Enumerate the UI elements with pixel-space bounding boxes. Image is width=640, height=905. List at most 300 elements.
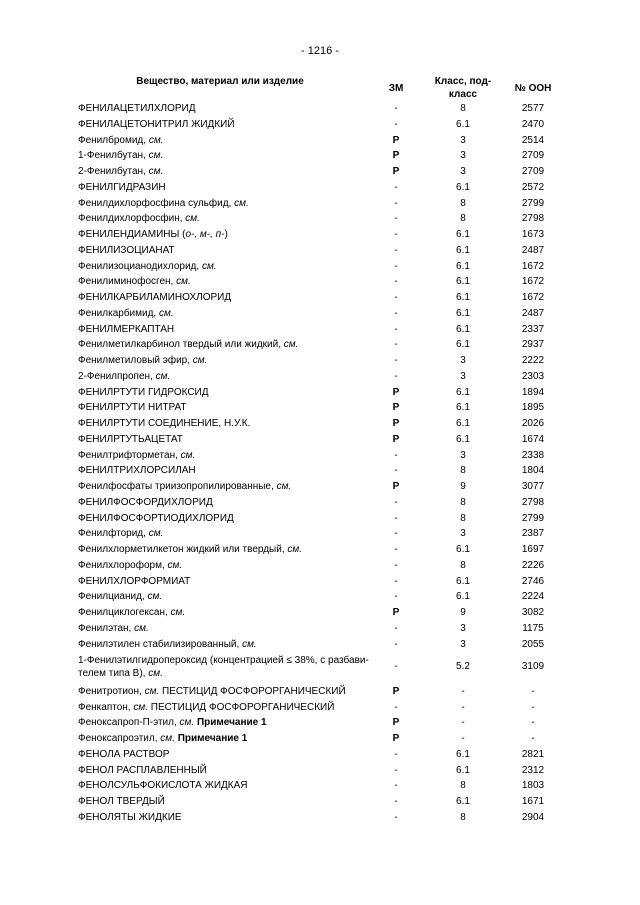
hazard-class: - (461, 717, 465, 729)
substance-name-text: ФЕНИЛГИДРАЗИН (78, 181, 166, 193)
un-number: - (531, 701, 535, 713)
un-number: 2470 (521, 118, 545, 130)
table-row (0, 148, 640, 164)
hazard-class: 5.2 (456, 661, 470, 673)
un-number: 2487 (521, 307, 545, 319)
table-row (0, 290, 640, 306)
substance-name (78, 337, 378, 353)
see-reference: см. (148, 166, 164, 177)
hazard-class: 8 (460, 213, 466, 225)
table-row (0, 747, 640, 763)
un-number: 2798 (521, 213, 545, 225)
un-number: 2303 (521, 370, 545, 382)
table-row (0, 621, 640, 637)
table-row (0, 637, 640, 653)
substance-name (78, 274, 378, 290)
substance-name-text: Фенилметилкарбинол твердый или жидкий, (78, 339, 282, 351)
un-number: 2799 (521, 512, 545, 524)
un-number: 2514 (521, 134, 545, 146)
table-row (0, 463, 640, 479)
table-row (0, 526, 640, 542)
column-header-un-number: № ООН (514, 83, 552, 94)
hazard-class: 8 (460, 496, 466, 508)
note-reference: Примечание 1 (194, 717, 267, 729)
zm-marker: - (394, 622, 398, 634)
column-header-zm: ЗМ (388, 83, 404, 94)
substance-name (78, 574, 378, 590)
table-row (0, 700, 640, 716)
table-row (0, 400, 640, 416)
un-number: 2222 (521, 355, 545, 366)
substance-name-text: Фенилиминофосген, (78, 276, 174, 288)
zm-marker: P (392, 607, 400, 618)
substance-name (78, 164, 378, 180)
substance-name (78, 101, 378, 117)
hazard-class: 8 (460, 780, 466, 792)
see-reference: см. (234, 197, 249, 209)
substance-name-text: Фенилциклогексан, (78, 607, 168, 618)
hazard-class: 6.1 (456, 118, 470, 130)
substance-name-text: ФЕНИЛРТУТИ ГИДРОКСИД (78, 386, 209, 398)
substance-name (78, 763, 378, 779)
hazard-class: 3 (460, 528, 466, 540)
un-number: 1803 (521, 780, 545, 792)
table-row (0, 133, 640, 149)
substance-name-text: Фенилтрифторметан, (78, 449, 178, 461)
zm-marker: P (392, 418, 400, 429)
hazard-class: 6.1 (456, 386, 470, 398)
substance-name (78, 180, 378, 196)
zm-marker: - (394, 339, 398, 351)
substance-name (78, 432, 378, 448)
substance-name (78, 259, 378, 275)
un-number: 1673 (521, 229, 545, 240)
see-reference: см. (159, 307, 174, 319)
zm-marker: - (394, 370, 398, 382)
substance-name (78, 747, 378, 763)
substance-name (78, 416, 378, 432)
substance-name-text: 1-Фенилбутан, (78, 150, 146, 162)
substance-name (78, 211, 378, 227)
see-reference: см. (167, 559, 183, 571)
hazard-class: 6.1 (456, 244, 470, 256)
table-row (0, 715, 640, 731)
substance-name-text: ФЕНОЛ РАСПЛАВЛЕННЫЙ (78, 764, 207, 776)
table-row (0, 763, 640, 779)
hazard-class: 8 (460, 197, 466, 209)
substance-name (78, 652, 378, 680)
un-number: 2387 (521, 528, 545, 540)
un-number: 2337 (521, 323, 545, 335)
hazard-class: 6.1 (456, 433, 470, 445)
table-row (0, 164, 640, 180)
see-reference: см. (283, 339, 299, 351)
table-row (0, 495, 640, 511)
table-row (0, 542, 640, 558)
substance-name-text: Феноксапроп-П-этил, (78, 717, 177, 729)
hazard-class: 6.1 (456, 229, 470, 240)
zm-marker: - (394, 591, 398, 603)
substance-name-text: Фенилхлорметилкетон жидкий или твердый, (78, 544, 285, 555)
substance-name (78, 684, 378, 700)
zm-marker: P (392, 433, 400, 445)
hazard-class: 6.1 (456, 307, 470, 319)
see-reference: см. (148, 528, 164, 540)
zm-marker: P (392, 150, 400, 162)
table-row (0, 322, 640, 338)
zm-marker: - (394, 276, 398, 288)
substance-name-text: 2-Фенилпропен, (78, 370, 153, 382)
zm-marker: - (394, 355, 398, 366)
un-number: - (531, 733, 535, 744)
substance-name (78, 148, 378, 164)
table-row (0, 337, 640, 353)
see-reference: см. (155, 370, 171, 382)
substance-name (78, 558, 378, 574)
zm-marker: - (394, 181, 398, 193)
substance-name-text: ФЕНИЛТРИХЛОРСИЛАН (78, 465, 196, 477)
substance-name-text: Фенкаптон, (78, 701, 131, 713)
column-header-substance: Вещество, материал или изделие (136, 76, 304, 87)
see-reference: см. (170, 607, 186, 618)
substance-name-text: Фенилфосфаты триизопропилированные, (78, 481, 274, 492)
un-number: 3082 (521, 607, 545, 618)
substance-name (78, 448, 378, 464)
substance-name (78, 637, 378, 653)
zm-marker: - (394, 103, 398, 114)
zm-marker: - (394, 292, 398, 303)
hazard-class: 6.1 (456, 544, 470, 555)
reference-target: ) (224, 229, 228, 240)
substance-name-text: Фенилцианид, (78, 591, 145, 603)
substance-name (78, 589, 378, 605)
un-number: 2055 (521, 638, 545, 650)
substance-name-text: ФЕНОЛСУЛЬФОКИСЛОТА ЖИДКАЯ (78, 780, 248, 792)
see-reference: о-, м-, п- (185, 229, 225, 240)
zm-marker: - (394, 496, 398, 508)
hazard-class: 6.1 (456, 748, 470, 760)
substance-name-text: Феноксапроэтил, (78, 733, 158, 744)
substance-name (78, 542, 378, 558)
un-number: 1894 (521, 386, 545, 398)
zm-marker: P (392, 402, 400, 414)
table-row (0, 652, 640, 684)
zm-marker: P (392, 685, 400, 697)
substance-name (78, 227, 378, 243)
zm-marker: - (394, 197, 398, 209)
zm-marker: - (394, 544, 398, 555)
substance-name (78, 700, 378, 716)
substance-name-text: ФЕНИЛФОСФОРДИХЛОРИД (78, 496, 213, 508)
substance-name-text: Фенилхлороформ, (78, 559, 165, 571)
un-number: 1674 (521, 433, 545, 445)
un-number: 2709 (521, 166, 545, 177)
substance-name (78, 778, 378, 794)
table-row (0, 479, 640, 495)
hazard-class: 6.1 (456, 418, 470, 429)
zm-marker: - (394, 575, 398, 587)
table-row (0, 794, 640, 810)
table-row (0, 589, 640, 605)
column-header-class: Класс, под-класс (434, 76, 492, 100)
substance-name-text: Фенилэтилен стабилизированный, (78, 638, 240, 650)
see-reference: см. (148, 667, 163, 679)
hazard-class: 8 (460, 465, 466, 477)
substance-name (78, 605, 378, 621)
un-number: 1697 (521, 544, 545, 555)
un-number: 1804 (521, 465, 545, 477)
hazard-class: - (461, 701, 465, 713)
hazard-class: 9 (460, 607, 466, 618)
substance-name (78, 495, 378, 511)
zm-marker: - (394, 323, 398, 335)
substance-name-text: ФЕНИЛАЦЕТИЛХЛОРИД (78, 103, 196, 114)
zm-marker: P (392, 134, 400, 146)
table-row (0, 101, 640, 117)
see-reference: см. (176, 276, 191, 288)
substance-name (78, 526, 378, 542)
table-row (0, 196, 640, 212)
substance-table (0, 101, 640, 826)
see-reference: см. (148, 150, 164, 162)
see-reference: см. (185, 213, 200, 225)
page-number: - 1216 - (301, 45, 339, 57)
see-reference: см. (180, 449, 196, 461)
un-number: 1672 (521, 292, 545, 303)
hazard-class: 6.1 (456, 339, 470, 351)
zm-marker: - (394, 780, 398, 792)
substance-name-text: ФЕНИЛРТУТЬАЦЕТАТ (78, 433, 183, 445)
hazard-class: - (461, 685, 465, 697)
see-reference: см. (147, 591, 163, 603)
substance-name-text: ФЕНИЛАЦЕТОНИТРИЛ ЖИДКИЙ (78, 118, 235, 130)
table-row (0, 605, 640, 621)
un-number: - (531, 717, 535, 729)
table-row (0, 385, 640, 401)
hazard-class: 3 (460, 150, 466, 162)
table-row (0, 353, 640, 369)
substance-name (78, 794, 378, 810)
table-row (0, 243, 640, 259)
un-number: 1672 (521, 260, 545, 272)
reference-target: ПЕСТИЦИД ФОСФОРОРГАНИЧЕСКИЙ (159, 685, 346, 697)
un-number: 3109 (521, 661, 545, 673)
un-number: 2572 (521, 181, 545, 193)
hazard-class: 3 (460, 449, 466, 461)
see-reference: см. (144, 685, 160, 697)
substance-name-text: ФЕНОЛЯТЫ ЖИДКИЕ (78, 811, 182, 823)
substance-name (78, 463, 378, 479)
substance-name-text: ФЕНИЛФОСФОРТИОДИХЛОРИД (78, 512, 234, 524)
substance-name (78, 353, 378, 369)
substance-name (78, 400, 378, 416)
table-row (0, 306, 640, 322)
zm-marker: - (394, 764, 398, 776)
un-number: 2746 (521, 575, 545, 587)
substance-name-text: 1-Фенилэтилгидропероксид (концентрацией ≤ 38%, с разбави-телем типа B), (78, 655, 369, 679)
substance-name (78, 322, 378, 338)
substance-name-text: Фенилметиловый эфир, (78, 355, 191, 366)
table-row (0, 259, 640, 275)
zm-marker: - (394, 528, 398, 540)
hazard-class: 6.1 (456, 323, 470, 335)
substance-name (78, 715, 378, 731)
hazard-class: 6.1 (456, 575, 470, 587)
zm-marker: - (394, 229, 398, 240)
table-row (0, 227, 640, 243)
table-row (0, 558, 640, 574)
un-number: 2709 (521, 150, 545, 162)
un-number: 2798 (521, 496, 545, 508)
hazard-class: 3 (460, 134, 466, 146)
see-reference: см. (287, 544, 303, 555)
hazard-class: 8 (460, 811, 466, 823)
hazard-class: 3 (460, 355, 466, 366)
zm-marker: - (394, 118, 398, 130)
zm-marker: P (392, 481, 400, 492)
un-number: 1175 (522, 622, 544, 634)
hazard-class: 8 (460, 559, 466, 571)
reference-target: ПЕСТИЦИД ФОСФОРОРГАНИЧЕСКИЙ (148, 701, 335, 713)
substance-name (78, 117, 378, 133)
table-row (0, 369, 640, 385)
table-row (0, 574, 640, 590)
zm-marker: - (394, 559, 398, 571)
hazard-class: 3 (460, 622, 466, 634)
hazard-class: 3 (460, 370, 466, 382)
un-number: 2904 (521, 811, 545, 823)
hazard-class: 6.1 (456, 402, 470, 414)
zm-marker: - (394, 638, 398, 650)
see-reference: см. (192, 355, 208, 366)
un-number: 2799 (521, 197, 545, 209)
substance-name (78, 243, 378, 259)
table-row (0, 810, 640, 826)
hazard-class: - (461, 733, 465, 744)
substance-name-text: Фенилкарбимид, (78, 307, 157, 319)
see-reference: см. (133, 701, 149, 713)
see-reference: см. (179, 717, 195, 729)
un-number: 2312 (521, 764, 545, 776)
substance-name-text: ФЕНИЛРТУТИ НИТРАТ (78, 402, 187, 414)
substance-name-text: ФЕНОЛА РАСТВОР (78, 748, 170, 760)
substance-name-text: ФЕНИЛМЕРКАПТАН (78, 323, 175, 335)
hazard-class: 3 (460, 638, 466, 650)
substance-name-text: ФЕНИЛРТУТИ СОЕДИНЕНИЕ, Н.У.К. (78, 418, 251, 429)
substance-name (78, 133, 378, 149)
un-number: 2226 (521, 559, 545, 571)
zm-marker: - (394, 661, 398, 673)
hazard-class: 9 (460, 481, 466, 492)
see-reference: см. (276, 481, 292, 492)
table-row (0, 448, 640, 464)
zm-marker: P (392, 386, 400, 398)
substance-name-text: ФЕНИЛИЗОЦИАНАТ (78, 244, 175, 256)
note-reference: Примечание 1 (174, 733, 248, 744)
table-row (0, 416, 640, 432)
substance-name-text: 2-Фенилбутан, (78, 166, 146, 177)
substance-name-text: ФЕНИЛХЛОРФОРМИАТ (78, 575, 191, 587)
substance-name (78, 306, 378, 322)
un-number: 3077 (521, 481, 545, 492)
substance-name (78, 196, 378, 212)
substance-name-text: ФЕНИЛЕНДИАМИНЫ ( (78, 229, 186, 240)
un-number: 2487 (521, 244, 545, 256)
substance-name-text: Фенилдихлорфосфин, (78, 213, 183, 225)
table-row (0, 731, 640, 747)
un-number: 2026 (521, 418, 545, 429)
un-number: 2937 (521, 339, 545, 351)
hazard-class: 6.1 (456, 276, 470, 288)
substance-name-text: Фенилфторид, (78, 528, 146, 540)
un-number: 2224 (521, 591, 545, 603)
zm-marker: - (394, 213, 398, 225)
zm-marker: - (394, 465, 398, 477)
hazard-class: 3 (460, 166, 466, 177)
substance-name (78, 511, 378, 527)
hazard-class: 8 (460, 512, 466, 524)
zm-marker: P (392, 733, 400, 744)
substance-name (78, 290, 378, 306)
substance-name-text: Фенилдихлорфосфина сульфид, (78, 197, 232, 209)
table-row (0, 684, 640, 700)
zm-marker: - (394, 811, 398, 823)
zm-marker: - (394, 701, 398, 713)
table-row (0, 511, 640, 527)
table-row (0, 274, 640, 290)
hazard-class: 6.1 (456, 796, 470, 807)
see-reference: см. (201, 260, 217, 272)
substance-name (78, 369, 378, 385)
substance-name (78, 731, 378, 747)
hazard-class: 6.1 (456, 591, 470, 603)
substance-name (78, 385, 378, 401)
hazard-class: 6.1 (456, 292, 470, 303)
zm-marker: P (392, 717, 400, 729)
hazard-class: 6.1 (456, 181, 470, 193)
see-reference: см. (160, 733, 175, 744)
substance-name-text: ФЕНИЛКАРБИЛАМИНОХЛОРИД (78, 292, 232, 303)
table-row (0, 117, 640, 133)
un-number: 1895 (521, 402, 545, 414)
un-number: 1671 (521, 796, 545, 807)
zm-marker: - (394, 748, 398, 760)
hazard-class: 6.1 (456, 764, 470, 776)
zm-marker: - (394, 796, 398, 807)
un-number: - (531, 685, 535, 697)
zm-marker: P (392, 166, 400, 177)
substance-name-text: Фенилэтан, (78, 622, 132, 634)
table-row (0, 180, 640, 196)
hazard-class: 6.1 (456, 260, 470, 272)
table-row (0, 432, 640, 448)
substance-name-text: Фенилбромид, (78, 134, 147, 146)
table-row (0, 778, 640, 794)
hazard-class: 8 (460, 103, 466, 114)
substance-name-text: Фенитротион, (78, 685, 142, 697)
table-row (0, 211, 640, 227)
substance-name (78, 479, 378, 495)
zm-marker: - (394, 449, 398, 461)
substance-name-text: Фенилизоцианодихлорид, (78, 260, 200, 272)
zm-marker: - (394, 512, 398, 524)
see-reference: см. (242, 638, 257, 650)
zm-marker: - (394, 244, 398, 256)
un-number: 2577 (521, 103, 545, 114)
see-reference: см. (148, 134, 164, 146)
substance-name (78, 810, 378, 826)
un-number: 2338 (521, 449, 545, 461)
